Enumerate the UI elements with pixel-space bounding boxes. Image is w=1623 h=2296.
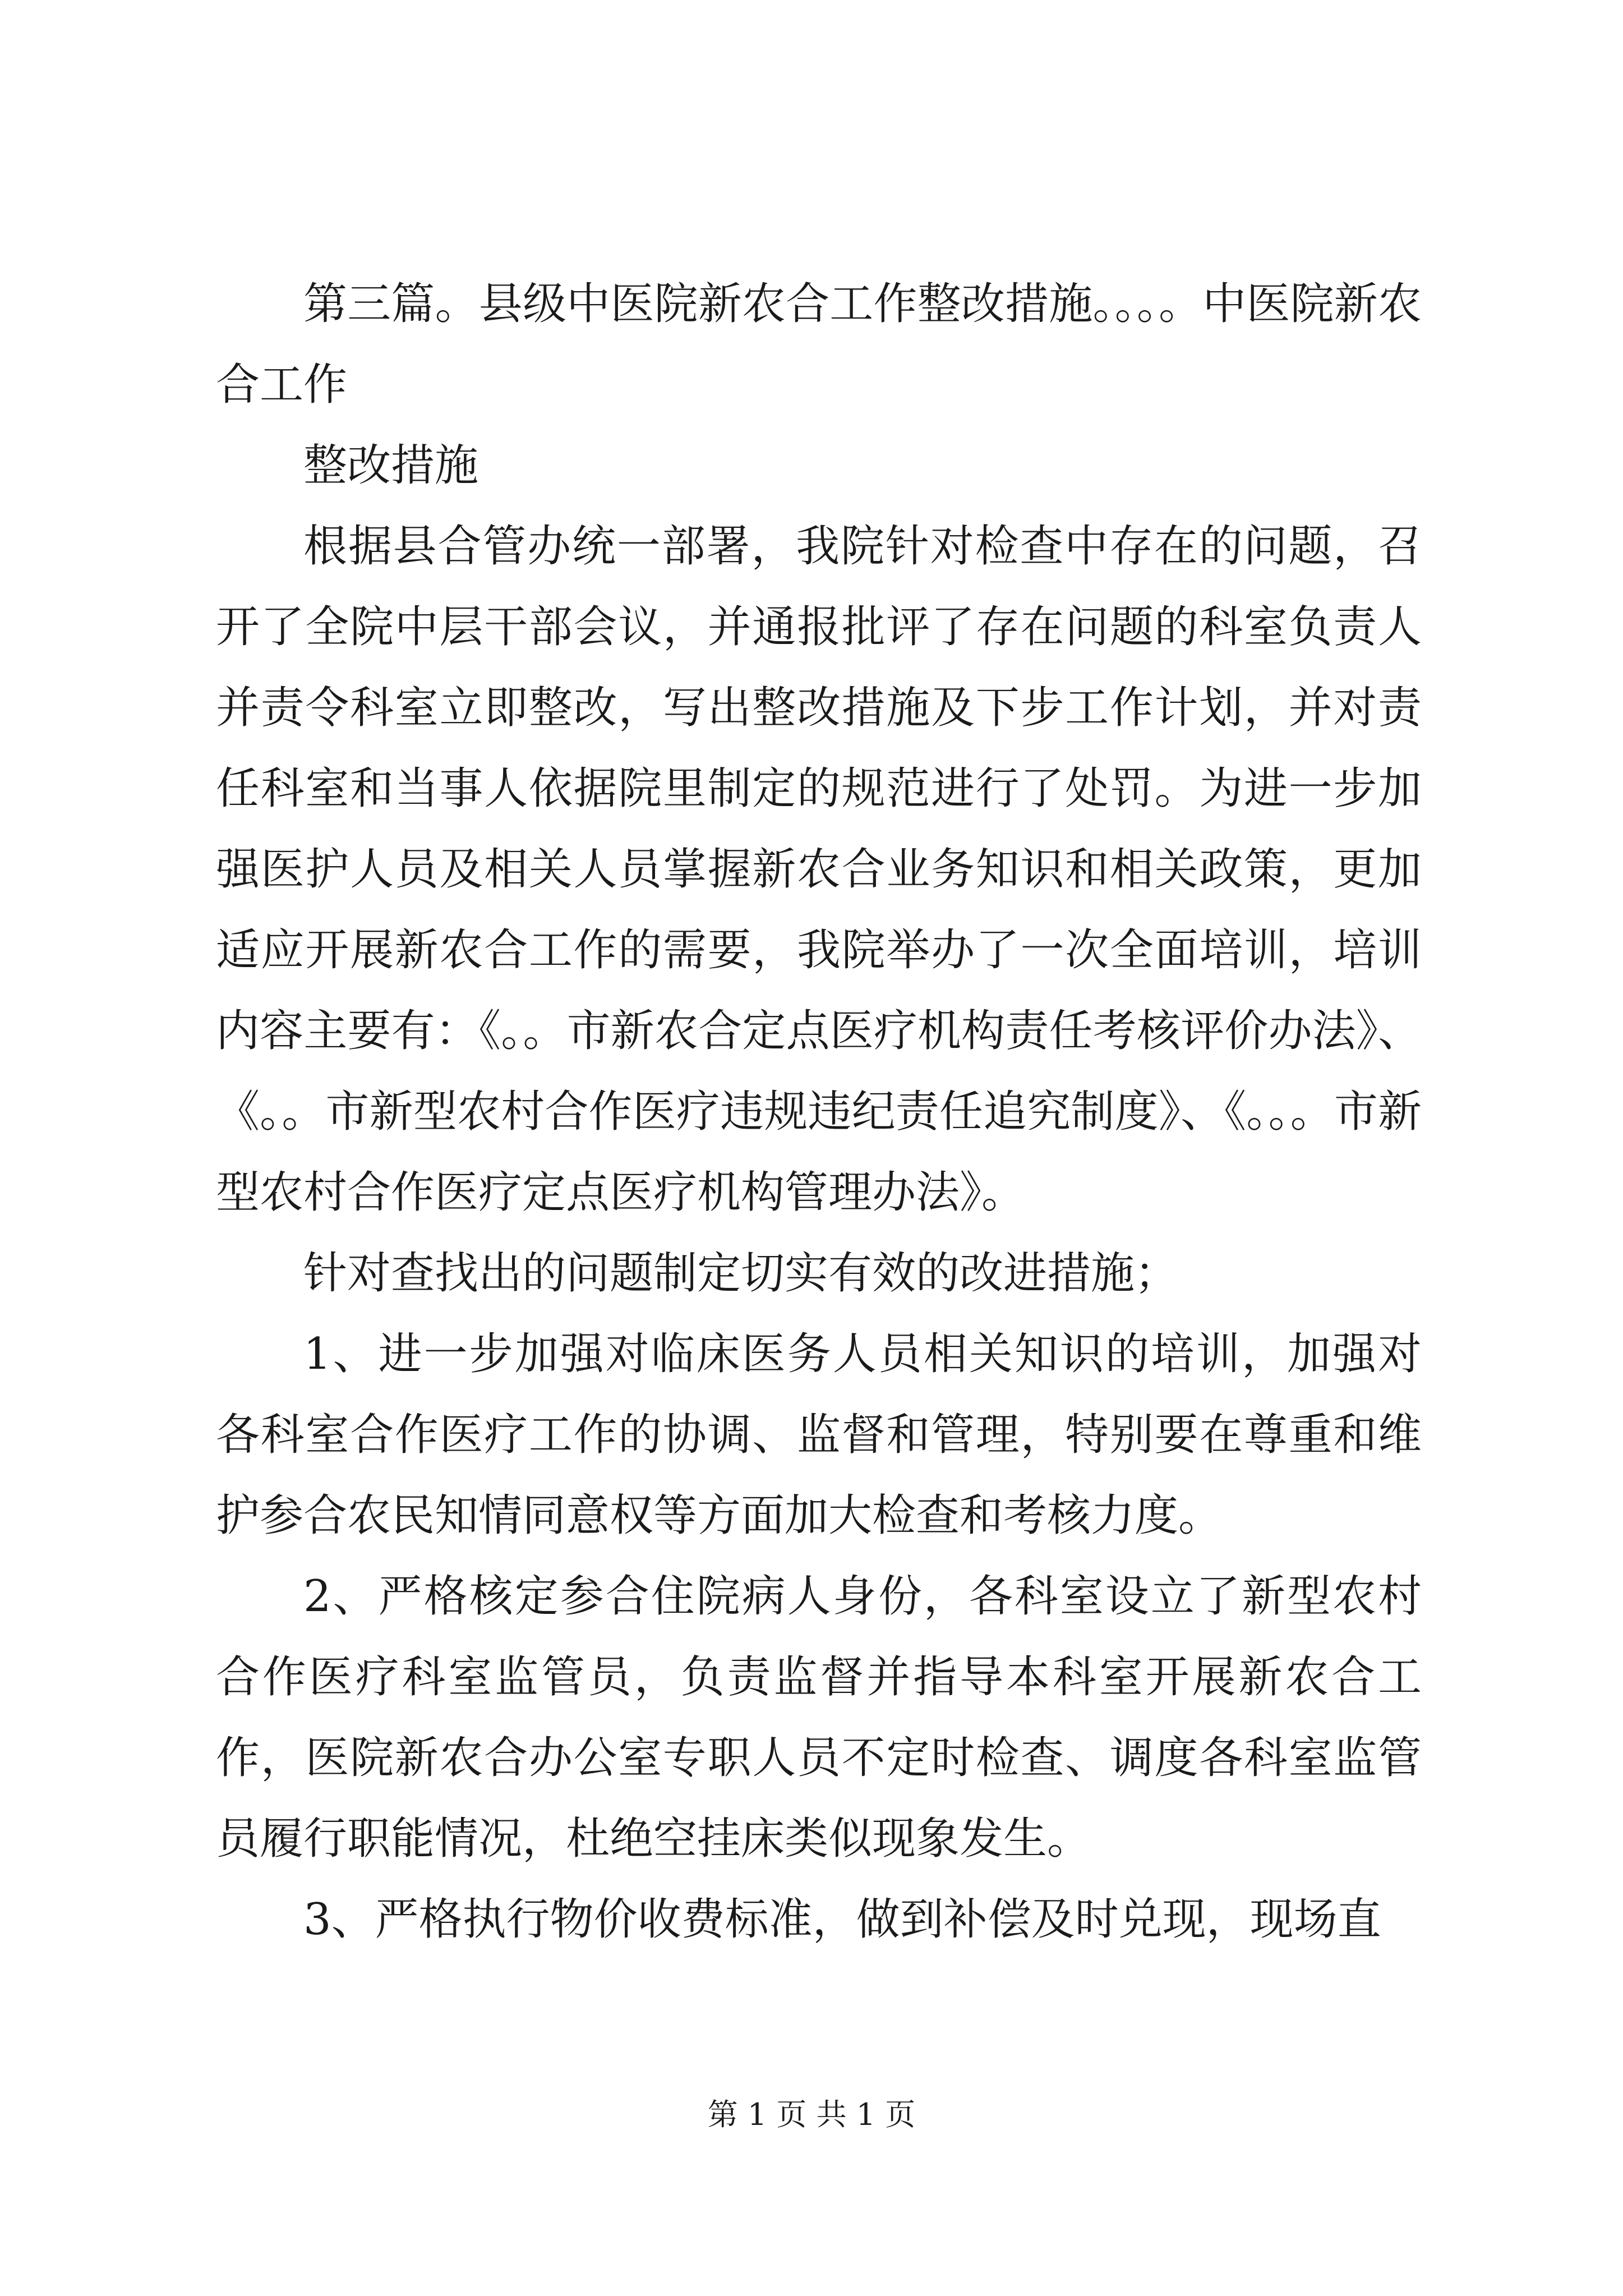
- page-number-footer: 第 1 页 共 1 页: [707, 2097, 916, 2132]
- list-item-1: 1、进一步加强对临床医务人员相关知识的培训，加强对各科室合作医疗工作的协调、监督和管理，特别要在尊重和维护参合农民知情同意权等方面加大检查和考核力度。: [216, 1329, 1422, 1541]
- document-body: [216, 264, 1422, 1960]
- body-paragraph: 针对查找出的问题制定切实有效的改进措施；: [303, 1248, 1179, 1299]
- list-item-3: 3、严格执行物价收费标准，做到补偿及时兑现，现场直: [303, 1894, 1381, 1945]
- title-paragraph: 第三篇。县级中医院新农合工作整改措施。。。。中医院新农合工作: [216, 279, 1422, 410]
- list-item-2: 2、严格核定参合住院病人身份，各科室设立了新型农村合作医疗科室监管员，负责监督并指导本科室开展新农合工作，医院新农合办公室专职人员不定时检查、调度各科室监管员履行职能情况，杜绝空挂床类似现象发生。: [216, 1571, 1422, 1864]
- subtitle-paragraph: 整改措施: [303, 440, 479, 491]
- body-paragraph: 根据县合管办统一部署，我院针对检查中存在的问题，召开了全院中层干部会议，并通报批评了存在问题的科室负责人并责令科室立即整改，写出整改措施及下步工作计划，并对责任科室和当事人依据院里制定的规范进行了处罚。为进一步加强医护人员及相关人员掌握新农合业务知识和相关政策，更加适应开展新农合工作的需要，我院举办了一次全面培训，培训内容主要有：《。。市新农合定点医疗机构责任考核评价办法》、《。。市新型农村合作医疗违规违纪责任追究制度》、《。。。市新型农村合作医疗定点医疗机构管理办法》。: [216, 521, 1422, 1218]
